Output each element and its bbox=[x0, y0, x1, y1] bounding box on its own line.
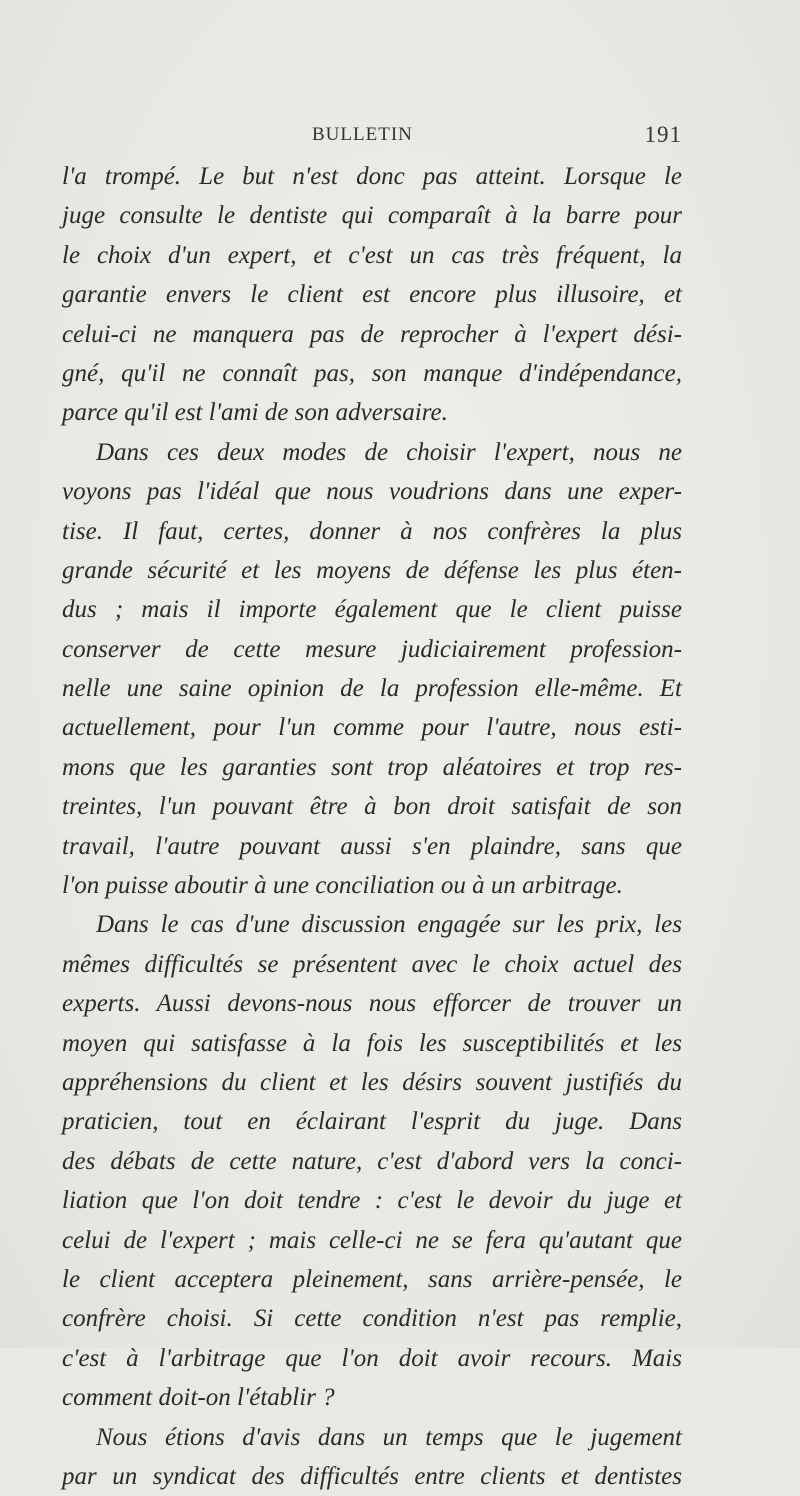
text-line: travail, l'autre pouvant aussi s'en plaindre, sans que bbox=[62, 832, 682, 860]
text-line: l'a trompé. Le but n'est donc pas atteint. Lorsque le bbox=[62, 163, 682, 190]
text-line: c'est à l'arbitrage que l'on doit avoir recours. Mais bbox=[62, 1344, 682, 1372]
text-line: confrère choisi. Si cette condition n'est pas remplie, bbox=[62, 1305, 682, 1333]
text-line: mons que les garanties sont trop aléatoires et trop res- bbox=[62, 753, 682, 781]
text-line: voyons pas l'idéal que nous voudrions dans une exper- bbox=[62, 478, 682, 506]
text-line: nelle une saine opinion de la profession elle-même. Et bbox=[62, 675, 682, 703]
page-header bbox=[0, 124, 800, 150]
page-number: 191 bbox=[644, 122, 682, 147]
text-line: le choix d'un expert, et c'est un cas très fréquent, la bbox=[62, 241, 682, 269]
text-line: garantie envers le client est encore plus illusoire, et bbox=[62, 281, 682, 309]
text-line: Nous étions d'avis dans un temps que le jugement bbox=[96, 1423, 682, 1451]
text-line: juge consulte le dentiste qui comparaît à la barre pour bbox=[62, 202, 682, 230]
text-line: experts. Aussi devons-nous nous efforcer de trouver un bbox=[62, 990, 682, 1018]
text-line: celui-ci ne manquera pas de reprocher à l'expert dési- bbox=[62, 320, 682, 348]
text-line: praticien, tout en éclairant l'esprit du juge. Dans bbox=[62, 1108, 682, 1136]
text-line: grande sécurité et les moyens de défense les plus éten- bbox=[62, 556, 682, 584]
text-line: le client acceptera pleinement, sans arrière-pensée, le bbox=[62, 1265, 682, 1293]
text-line: treintes, l'un pouvant être à bon droit satisfait de son bbox=[62, 793, 682, 821]
text-line: par un syndicat des difficultés entre clients et dentistes bbox=[62, 1462, 682, 1490]
text-line: conserver de cette mesure judiciairement profession- bbox=[62, 635, 682, 663]
text-line: Dans le cas d'une discussion engagée sur les prix, les bbox=[96, 911, 682, 939]
text-line: l'on puisse aboutir à une conciliation ou à un arbitrage. bbox=[62, 872, 623, 900]
running-title: BULLETIN bbox=[312, 124, 413, 145]
text-line: gné, qu'il ne connaît pas, son manque d'indépendance, bbox=[62, 359, 682, 387]
text-line: dus ; mais il importe également que le client puisse bbox=[62, 596, 682, 624]
text-line: Dans ces deux modes de choisir l'expert, nous ne bbox=[96, 438, 682, 466]
text-line: moyen qui satisfasse à la fois les susceptibilités et les bbox=[62, 1029, 682, 1057]
text-line: actuellement, pour l'un comme pour l'autre, nous esti- bbox=[62, 714, 682, 742]
text-line: parce qu'il est l'ami de son adversaire. bbox=[62, 399, 448, 427]
text-line: des débats de cette nature, c'est d'abord vers la conci- bbox=[62, 1147, 682, 1175]
text-line: appréhensions du client et les désirs souvent justifiés du bbox=[62, 1068, 682, 1096]
text-line: celui de l'expert ; mais celle-ci ne se fera qu'autant que bbox=[62, 1226, 682, 1254]
text-line: comment doit-on l'établir ? bbox=[62, 1384, 335, 1412]
text-line: liation que l'on doit tendre : c'est le devoir du juge et bbox=[62, 1187, 682, 1215]
text-line: tise. Il faut, certes, donner à nos confrères la plus bbox=[62, 517, 682, 545]
text-line: mêmes difficultés se présentent avec le choix actuel des bbox=[62, 950, 682, 978]
body-text bbox=[62, 157, 682, 1496]
